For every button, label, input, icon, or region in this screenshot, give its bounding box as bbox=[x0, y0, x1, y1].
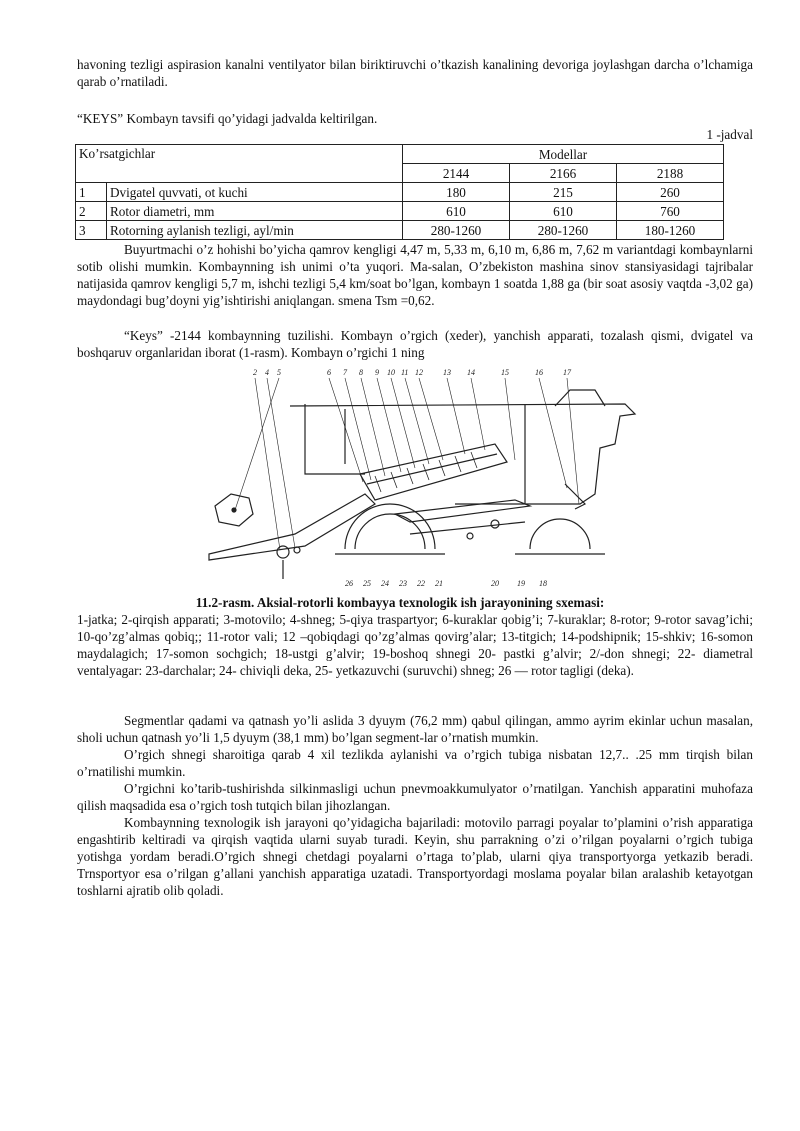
row-label: Rotor diametri, mm bbox=[107, 202, 403, 221]
paragraph-segments: Segmentlar qadami va qatnash yo’li aslida 3 dyuym (76,2 mm) qabul qilingan, ammo ayrim ekinlar uchun masalan, sholi uchun qatnash yo’li 1,5 dyuym (38,1 mm) bo’lgan segment-lar o’rnatish mumkin. bbox=[77, 713, 753, 745]
callout-label: 23 bbox=[399, 579, 407, 588]
paragraph-process: Kombaynning texnologik ish jarayoni qo’yidagicha bajariladi: motovilo parragi poyalar to’plamini o’rish apparatiga engashtirib keltiradi va qirqish vaqtida ularni suyab turadi. Keyin, shu parrakning o’zi o’rilgan poyalarni o’rgich tubiga yotishga yordam beradi.O’rgich shnegi chetdagi poyalarni o’rtaga to’plab, ularni qiya transportyorga yetkazib beradi. Trnsportyor esa o’rilgan g’allani yanchish apparatiga uzatadi. Transportyordagi moslama poyalar bilan aralashib ketayotgan toshlarni ajratib olib qoladi. bbox=[77, 815, 753, 898]
row-value: 280-1260 bbox=[510, 221, 617, 240]
callout-label: 12 bbox=[415, 368, 423, 377]
row-number: 3 bbox=[76, 221, 107, 240]
callout-label: 14 bbox=[467, 368, 475, 377]
callout-label: 19 bbox=[517, 579, 525, 588]
callout-label: 11 bbox=[401, 368, 409, 377]
row-value: 215 bbox=[510, 183, 617, 202]
callout-label: 21 bbox=[435, 579, 443, 588]
callout-label: 8 bbox=[359, 368, 363, 377]
row-value: 180 bbox=[403, 183, 510, 202]
row-label: Rotorning aylanish tezligi, ayl/min bbox=[107, 221, 403, 240]
figure-legend: 1-jatka; 2-qirqish apparati; 3-motovilo; 4-shneg; 5-qiya traspartyor; 6-kuraklar qobig’i; 7-kuraklar; 8-rotor; 9-rotor savag’ichi; 10-qo’zg’almas qobiq;; 11-rotor vali; 12 –qobiqdagi qo’zg’almas qovirg’alar; 13-titgich; 14-podshipnik; 15-shkiv; 16-somon maydalagich; 17-somon sochgich; 18-ustgi g’alvir; 19-boshoq shnegi 20- pastki g’alvir; 2/-don shnegi; 22- diametral ventalyagar: 23-darchalar; 24- chiviqli deka, 25- yetkazuvchi (suruvchi) shneg; 26 — rotor tagligi (deka). bbox=[77, 612, 753, 678]
callout-label: 4 bbox=[265, 368, 269, 377]
callout-label: 26 bbox=[345, 579, 353, 588]
table-header-models: Modellar bbox=[403, 145, 724, 164]
table-row bbox=[76, 202, 724, 221]
callout-label: 25 bbox=[363, 579, 371, 588]
callout-label: 9 bbox=[375, 368, 379, 377]
combine-harvester-diagram bbox=[195, 364, 645, 592]
callout-label: 5 bbox=[277, 368, 281, 377]
row-label: Dvigatel quvvati, ot kuchi bbox=[107, 183, 403, 202]
table-intro: “KEYS” Kombayn tavsifi qo’yidagi jadvalda keltirilgan. bbox=[77, 111, 378, 126]
row-value: 180-1260 bbox=[617, 221, 724, 240]
paragraph-structure: “Keys” -2144 kombaynning tuzilishi. Kombayn o’rgich (xeder), yanchish apparati, tozalash qismi, dvigatel va boshqaruv organlaridan iborat (1-rasm). Kombayn o’rgichi 1 ning bbox=[77, 328, 753, 360]
model-name: 2144 bbox=[403, 164, 510, 183]
callout-label: 13 bbox=[443, 368, 451, 377]
specification-table bbox=[75, 144, 724, 240]
callout-label: 18 bbox=[539, 579, 547, 588]
bottom-callout-labels bbox=[345, 579, 547, 588]
row-value: 280-1260 bbox=[403, 221, 510, 240]
row-value: 260 bbox=[617, 183, 724, 202]
figure-caption: 11.2-rasm. Aksial-rotorli kombayya texnologik ish jarayonining sxemasi: bbox=[195, 595, 605, 610]
top-callout-labels bbox=[253, 368, 572, 377]
callout-label: 7 bbox=[343, 368, 347, 377]
row-value: 760 bbox=[617, 202, 724, 221]
callout-label: 24 bbox=[381, 579, 389, 588]
table-header-row bbox=[76, 145, 724, 164]
model-name: 2188 bbox=[617, 164, 724, 183]
paragraph-models: Buyurtmachi o’z hohishi bo’yicha qamrov kengligi 4,47 m, 5,33 m, 6,10 m, 6,86 m, 7,62 m variantdagi kombaynlarni sotib olishi mumkin. Kombaynning ish unimi o’ta yuqori. Ma-salan, O’zbekiston mashina sinov stansiyasidagi tajribalar natijasida qamrov kengligi 5,7 m, ishchi tezligi 5,4 km/soat bo’lgan, kombayn 1 soatda 1,88 ga (bir soat asosiy vaqtda -3,02 ga) maydondagi bug’doyni yig’ishtirishi aniqlangan. smena Tsm =0,62. bbox=[77, 242, 753, 308]
callout-label: 20 bbox=[491, 579, 499, 588]
callout-label: 22 bbox=[417, 579, 425, 588]
callout-label: 6 bbox=[327, 368, 331, 377]
callout-label: 2 bbox=[253, 368, 257, 377]
callout-label: 10 bbox=[387, 368, 395, 377]
callout-label: 15 bbox=[501, 368, 509, 377]
table-label: 1 -jadval bbox=[706, 127, 753, 142]
callout-label: 17 bbox=[563, 368, 571, 377]
intro-paragraph: havoning tezligi aspirasion kanalni ventilyator bilan biriktiruvchi o’tkazish kanalining devoriga joylashgan darcha o’lchamiga qarab o’rnatiladi. bbox=[77, 57, 753, 89]
callout-label: 16 bbox=[535, 368, 543, 377]
row-number: 1 bbox=[76, 183, 107, 202]
paragraph-header-lift: O’rgichni ko’tarib-tushirishda silkinmasligi uchun pnevmoakkumulyator o’rnatilgan. Yanchish apparatini muhofaza qilish maqsadida esa o’rgich tosh tutqich bilan jihozlangan. bbox=[77, 781, 753, 813]
table-row bbox=[76, 183, 724, 202]
row-value: 610 bbox=[510, 202, 617, 221]
table-row bbox=[76, 221, 724, 240]
model-name: 2166 bbox=[510, 164, 617, 183]
row-number: 2 bbox=[76, 202, 107, 221]
paragraph-auger: O’rgich shnegi sharoitiga qarab 4 xil tezlikda aylanishi va o’rgich tubiga nisbatan 12,7.. .25 mm tirqish bilan o’rnatilishi mumkin. bbox=[77, 747, 753, 779]
row-value: 610 bbox=[403, 202, 510, 221]
table-header-indicators: Ko’rsatgichlar bbox=[76, 145, 403, 183]
